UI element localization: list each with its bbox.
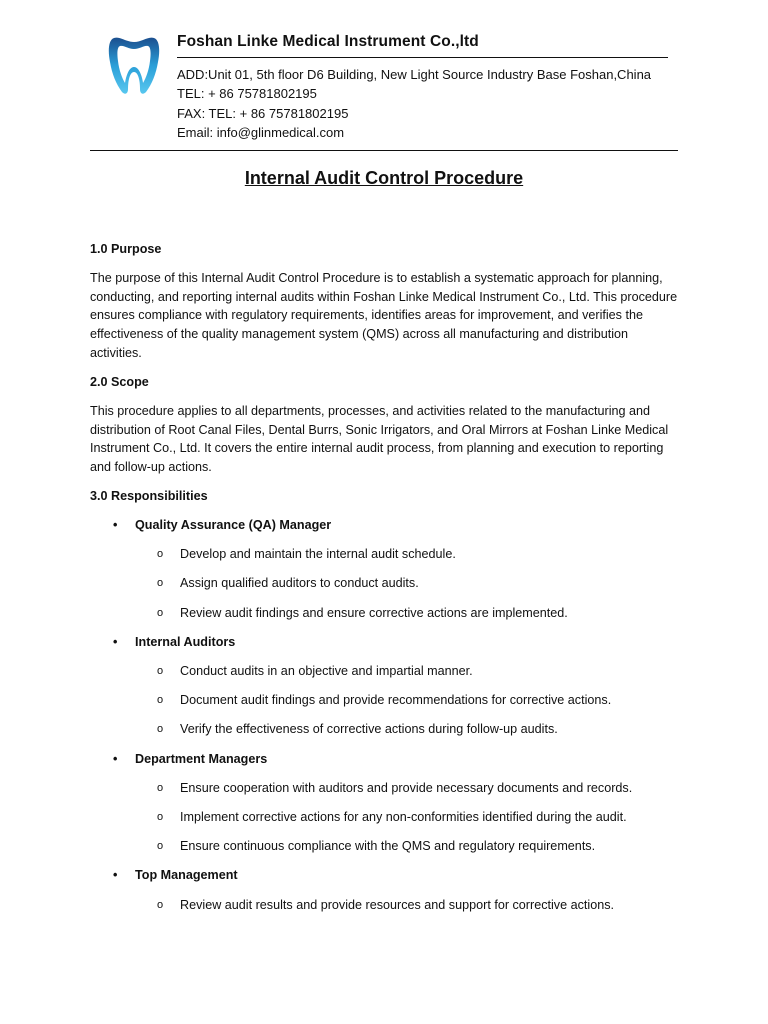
- duty-item: [90, 837, 680, 856]
- duty-item: [90, 604, 680, 623]
- company-logo-icon: [106, 34, 162, 96]
- scope-heading: 2.0 Scope: [90, 374, 149, 389]
- duty-text: Review audit findings and ensure corrective actions are implemented.: [180, 605, 568, 620]
- header-divider: [90, 150, 678, 151]
- circle-bullet-icon: o: [157, 665, 164, 678]
- contact-block: [177, 65, 651, 143]
- scope-text: This procedure applies to all departments, processes, and activities related to the manufacturing and distribution of Root Canal Files, Dental Burrs, Sonic Irrigators, and Oral Mirrors at Foshan Linke Medical Instrument Co., Ltd. It covers the entire internal audit process, from planning and execution to reporting and follow-up actions.: [90, 403, 669, 474]
- role-title: Top Management: [135, 868, 238, 883]
- role-item: [90, 516, 680, 535]
- circle-bullet-icon: o: [157, 781, 164, 794]
- circle-bullet-icon: o: [157, 577, 164, 590]
- bullet-icon: •: [113, 518, 118, 533]
- duty-text: Document audit findings and provide recommendations for corrective actions.: [180, 693, 612, 708]
- role-title: Department Managers: [135, 751, 268, 766]
- role-item: [90, 866, 680, 885]
- duty-text: Review audit results and provide resources and support for corrective actions.: [180, 897, 614, 912]
- company-email: Email: info@glinmedical.com: [177, 125, 345, 141]
- duty-item: [90, 896, 680, 915]
- duty-text: Develop and maintain the internal audit schedule.: [180, 547, 456, 562]
- bullet-icon: •: [113, 868, 118, 883]
- circle-bullet-icon: o: [157, 898, 164, 911]
- circle-bullet-icon: o: [157, 694, 164, 707]
- role-item: [90, 750, 680, 769]
- duty-item: [90, 691, 680, 710]
- purpose-text: The purpose of this Internal Audit Control Procedure is to establish a systematic approach for planning, conducting, and reporting internal audits within Foshan Linke Medical Instrument Co., Ltd. This procedure ensures compliance with regulatory requirements, identifies areas for improvement, and verifies the effectiveness of the quality management system (QMS) across all manufacturing and distribution activities.: [90, 271, 678, 360]
- bullet-icon: •: [113, 634, 118, 649]
- company-fax: FAX: TEL: + 86 75781802195: [177, 105, 349, 121]
- role-title: Internal Auditors: [135, 634, 236, 649]
- duty-text: Verify the effectiveness of corrective actions during follow-up audits.: [180, 722, 558, 737]
- circle-bullet-icon: o: [157, 723, 164, 736]
- duty-text: Assign qualified auditors to conduct audits.: [180, 576, 419, 591]
- duty-text: Ensure continuous compliance with the QMS and regulatory requirements.: [180, 839, 596, 854]
- bullet-icon: •: [113, 751, 118, 766]
- document-title: Internal Audit Control Procedure: [244, 168, 524, 188]
- duty-text: Ensure cooperation with auditors and provide necessary documents and records.: [180, 780, 633, 795]
- duty-item: [90, 662, 680, 681]
- company-name: Foshan Linke Medical Instrument Co.,ltd: [177, 33, 479, 50]
- duty-item: [90, 545, 680, 564]
- duty-item: [90, 779, 680, 798]
- circle-bullet-icon: o: [157, 840, 164, 853]
- duty-text: Conduct audits in an objective and impartial manner.: [180, 664, 473, 679]
- duty-item: [90, 720, 680, 739]
- role-item: [90, 633, 680, 652]
- role-title: Quality Assurance (QA) Manager: [135, 518, 332, 533]
- circle-bullet-icon: o: [157, 810, 164, 823]
- document-body: [90, 240, 680, 925]
- company-underline: [177, 57, 668, 58]
- company-address: ADD:Unit 01, 5th floor D6 Building, New Light Source Industry Base Foshan,China: [177, 67, 652, 82]
- duty-text: Implement corrective actions for any non-conformities identified during the audit.: [180, 809, 627, 824]
- duty-item: [90, 574, 680, 593]
- circle-bullet-icon: o: [157, 606, 164, 619]
- duty-item: [90, 808, 680, 827]
- circle-bullet-icon: o: [157, 548, 164, 561]
- company-tel: TEL: + 86 75781802195: [177, 86, 317, 102]
- purpose-heading: 1.0 Purpose: [90, 242, 162, 256]
- responsibilities-heading: 3.0 Responsibilities: [90, 488, 208, 503]
